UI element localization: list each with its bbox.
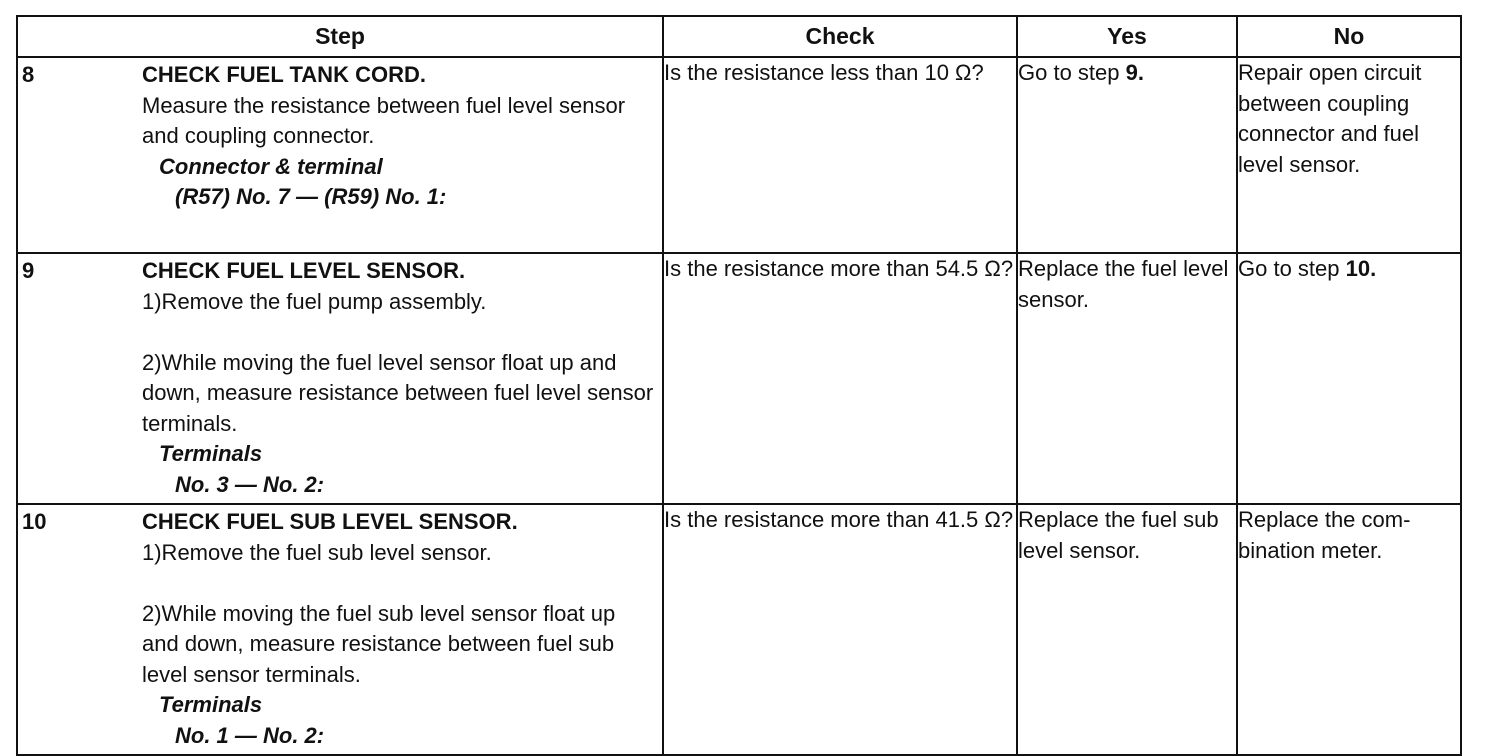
header-no: No — [1237, 16, 1461, 57]
yes-cell — [1017, 57, 1237, 253]
step-instruction-2: 2)While moving the fuel level sensor float up and down, measure resistance between fuel level sensor terminals. — [142, 349, 654, 436]
table-row-step-9 — [17, 253, 1461, 504]
spec-value: (R57) No. 7 — (R59) No. 1: — [175, 184, 447, 209]
yes-text: Go to step — [1018, 60, 1126, 85]
header-check: Check — [663, 16, 1017, 57]
step-cell — [17, 57, 663, 253]
no-cell: Replace the com-bination meter. — [1237, 504, 1461, 755]
step-description — [142, 60, 656, 213]
yes-cell: Replace the fuel sub level sensor. — [1017, 504, 1237, 755]
step-cell — [17, 253, 663, 504]
step-cell — [17, 504, 663, 755]
no-step-link: 10. — [1345, 256, 1377, 281]
spacer — [142, 317, 656, 348]
table-row-step-8 — [17, 57, 1461, 253]
step-description — [142, 256, 656, 500]
check-cell: Is the resistance more than 54.5 Ω? — [663, 253, 1017, 504]
step-title: CHECK FUEL TANK CORD. — [142, 62, 426, 87]
step-number: 9 — [22, 258, 35, 283]
header-yes: Yes — [1017, 16, 1237, 57]
spec-label: Terminals — [159, 441, 263, 466]
yes-step-link: 9. — [1125, 60, 1144, 85]
step-number: 8 — [22, 62, 35, 87]
no-cell: Repair open circuit between coupling connector and fuel level sensor. — [1237, 57, 1461, 253]
spec-label: Connector & terminal — [159, 153, 383, 179]
step-instruction-2: 2)While moving the fuel sub level sensor float up and down, measure resistance between fuel sub level sensor terminals. — [142, 600, 616, 687]
step-title: CHECK FUEL SUB LEVEL SENSOR. — [142, 509, 518, 534]
step-instruction-1: 1)Remove the fuel pump assembly. — [142, 288, 487, 314]
step-instruction: Measure the resistance between fuel level sensor and coupling connector. — [142, 92, 626, 148]
header-step: Step — [17, 16, 663, 57]
check-cell: Is the resistance more than 41.5 Ω? — [663, 504, 1017, 755]
yes-cell: Replace the fuel level sensor. — [1017, 253, 1237, 504]
table-row-step-10 — [17, 504, 1461, 755]
table-header-row — [17, 16, 1461, 57]
spec-label: Terminals — [159, 692, 263, 717]
spec-value: No. 3 — No. 2: — [175, 471, 325, 497]
no-text: Go to step — [1238, 256, 1346, 281]
diagnostic-document — [16, 15, 1462, 756]
spec-value: No. 1 — No. 2: — [175, 722, 325, 748]
step-instruction-1: 1)Remove the fuel sub level sensor. — [142, 539, 492, 565]
spacer — [142, 568, 656, 599]
step-title: CHECK FUEL LEVEL SENSOR. — [142, 258, 466, 283]
diagnostic-steps-table — [16, 15, 1462, 756]
no-cell — [1237, 253, 1461, 504]
step-description — [142, 507, 656, 751]
check-cell: Is the resistance less than 10 Ω? — [663, 57, 1017, 253]
step-number: 10 — [22, 509, 47, 534]
